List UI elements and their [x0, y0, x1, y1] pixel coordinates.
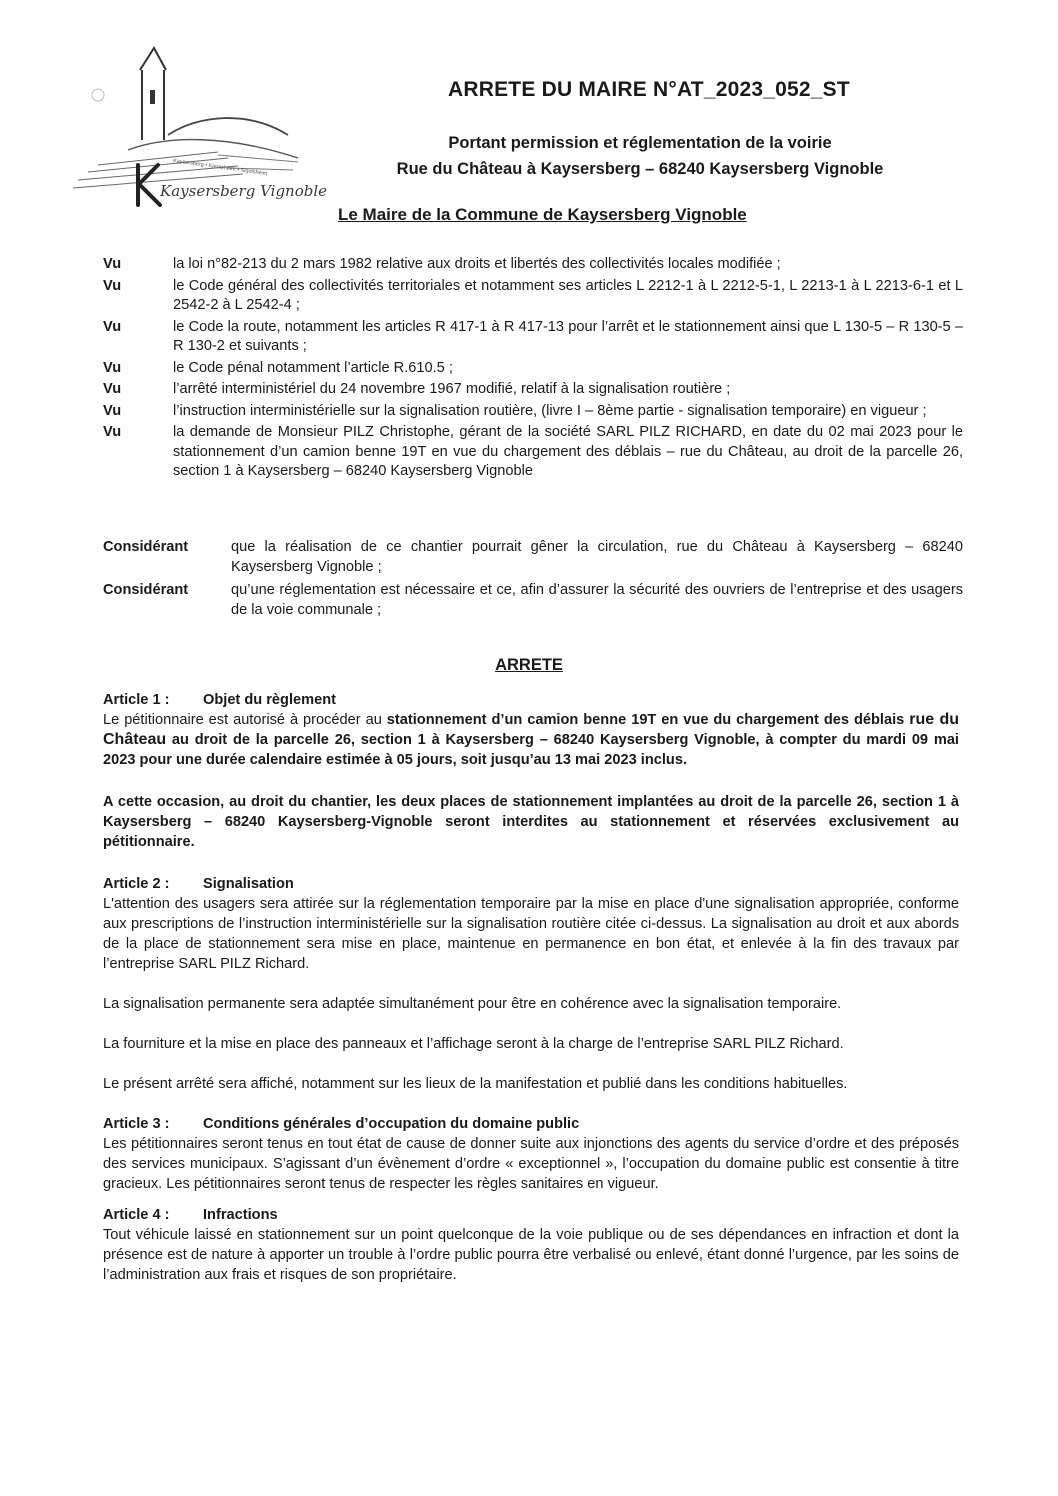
article-title: Infractions	[203, 1207, 278, 1223]
text-run-bold: rue du Château	[103, 711, 960, 748]
vu-key: Vu	[103, 256, 122, 272]
mayor-heading: Le Maire de la Commune de Kaysersberg Vignoble	[338, 205, 747, 224]
article-number: Article 2 :	[103, 876, 170, 892]
article-2-paragraph-3: La fourniture et la mise en place des panneaux et l’affichage seront à la charge de l’entreprise SARL PILZ Richard.	[103, 1036, 844, 1052]
vu-key: Vu	[103, 381, 122, 397]
considerant-text: qu’une réglementation est nécessaire et ce, afin d’assurer la sécurité des ouvriers de l’entreprise et des usagers de la voie communale ;	[231, 582, 963, 618]
logo-tagline: Kaysersberg • Kientzheim • Sigolsheim	[172, 158, 268, 178]
vu-text: la loi n°82-213 du 2 mars 1982 relative aux droits et libertés des collectivités locales modifiée ;	[173, 256, 781, 272]
text-run: Le pétitionnaire est autorisé à procéder au	[103, 712, 387, 728]
vu-text: la demande de Monsieur PILZ Christophe, gérant de la société SARL PILZ RICHARD, en date du 02 mai 2023 pour le stationnement d’un camion benne 19T en vue du chargement des déblais – rue du Château, au droit de la parcelle 26, section 1 à Kaysersberg – 68240 Kaysersberg Vignoble	[173, 424, 963, 479]
considerant-key: Considérant	[103, 582, 189, 598]
vu-item	[103, 255, 963, 275]
article-title: Conditions générales d’occupation du domaine public	[203, 1116, 580, 1132]
logo-wordmark: Kaysersberg Vignoble	[160, 182, 328, 200]
arrete-heading: ARRETE	[495, 656, 563, 674]
article-2-paragraph-2: La signalisation permanente sera adaptée simultanément pour être en cohérence avec la signalisation temporaire.	[103, 996, 842, 1012]
subtitle	[360, 130, 920, 182]
vu-text: l’instruction interministérielle sur la signalisation routière, (livre I – 8ème partie - signalisation temporaire) en vigueur ;	[173, 402, 927, 419]
article-1-heading	[103, 690, 959, 710]
article-number: Article 4 :	[103, 1207, 170, 1223]
vu-key: Vu	[103, 359, 122, 376]
considerant-text: que la réalisation de ce chantier pourrait gêner la circulation, rue du Château à Kaysersberg – 68240 Kaysersberg Vignoble ;	[231, 539, 963, 575]
vu-item	[103, 402, 963, 422]
vu-item	[103, 423, 963, 482]
subtitle-line-2: Rue du Château à Kaysersberg – 68240 Kaysersberg Vignoble	[396, 160, 884, 178]
article-title: Signalisation	[203, 876, 294, 892]
vu-item	[103, 359, 963, 379]
vu-text: le Code pénal notamment l’article R.610.5 ;	[173, 359, 453, 376]
article-4-paragraph-1: Tout véhicule laissé en stationnement sur un point quelconque de la voie publique ou de ses dépendances en infraction et dont la présence est de nature à apporter un trouble à l’ordre public pourra être verbalisé ou enlevé, étant donné l’urgence, par les soins de l’administration aux frais et risques de son propriétaire.	[103, 1227, 959, 1283]
considerant-list	[103, 538, 963, 624]
article-1-paragraph-1	[103, 710, 959, 770]
vu-list	[103, 255, 963, 484]
vu-key: Vu	[103, 277, 122, 294]
article-2-heading	[103, 874, 959, 894]
vu-text: le Code général des collectivités territoriales et notamment ses articles L 2212-1 à L 2212-5-1, L 2213-1 à L 2213-6-1 et L 2542-2 à L 2542-4 ;	[173, 277, 963, 313]
page-title: ARRETE DU MAIRE N°AT_2023_052_ST	[448, 78, 850, 101]
article-number: Article 1 :	[103, 692, 170, 708]
article-2-paragraph-1: L'attention des usagers sera attirée sur la réglementation temporaire par la mise en place d'une signalisation appropriée, conforme aux prescriptions de l’instruction interministérielle sur la signalisation routière citée ci-dessus. La signalisation au droit et aux abords de la place de stationnement sera mise en place, maintenue en permanence en bon état, et enlevée à la fin des travaux par l’entreprise SARL PILZ Richard.	[103, 896, 959, 972]
text-run-bold: stationnement d’un camion benne 19T en vue du chargement des déblais	[386, 712, 910, 728]
vu-key: Vu	[103, 424, 122, 440]
vu-item	[103, 380, 963, 400]
article-3-paragraph-1: Les pétitionnaires seront tenus en tout état de cause de donner suite aux injonctions des agents du service d’ordre et des préposés des services municipaux. S’agissant d’un évènement d’ordre « exceptionnel », l’occupation du domaine public est consentie à titre gracieux. Les pétitionnaires seront tenus de respecter les règles sanitaires en vigueur.	[103, 1136, 959, 1192]
vu-key: Vu	[103, 318, 122, 335]
vu-key: Vu	[103, 402, 122, 419]
vu-text: l’arrêté interministériel du 24 novembre 1967 modifié, relatif à la signalisation routière ;	[173, 381, 731, 397]
vu-text: le Code la route, notamment les articles R 417-1 à R 417-13 pour l’arrêt et le stationnement ainsi que L 130-5 – R 130-5 – R 130-2 et suivants ;	[173, 318, 963, 354]
article-title: Objet du règlement	[203, 692, 336, 708]
article-1-paragraph-2: A cette occasion, au droit du chantier, les deux places de stationnement implantées au droit de la parcelle 26, section 1 à Kaysersberg – 68240 Kaysersberg-Vignoble seront interdites au stationnement et réservées exclusivement au pétitionnaire.	[103, 794, 959, 850]
considerant-item	[103, 538, 963, 577]
vu-item	[103, 277, 963, 316]
considerant-item	[103, 581, 963, 620]
article-4-heading	[103, 1205, 959, 1225]
articles	[103, 690, 959, 1285]
article-2-paragraph-4: Le présent arrêté sera affiché, notamment sur les lieux de la manifestation et publié dans les conditions habituelles.	[103, 1076, 848, 1092]
subtitle-line-1: Portant permission et réglementation de la voirie	[448, 134, 832, 152]
considerant-key: Considérant	[103, 539, 189, 555]
article-number: Article 3 :	[103, 1116, 170, 1132]
text-run-bold: au droit de la parcelle 26, section 1 à Kaysersberg – 68240 Kaysersberg Vignoble, à compter du mardi 09 mai 2023 pour une durée calendaire estimée à 05 jours, soit jusqu’au 13 mai 2023 inclus.	[103, 732, 959, 768]
vu-item	[103, 318, 963, 357]
article-3-heading	[103, 1114, 959, 1134]
